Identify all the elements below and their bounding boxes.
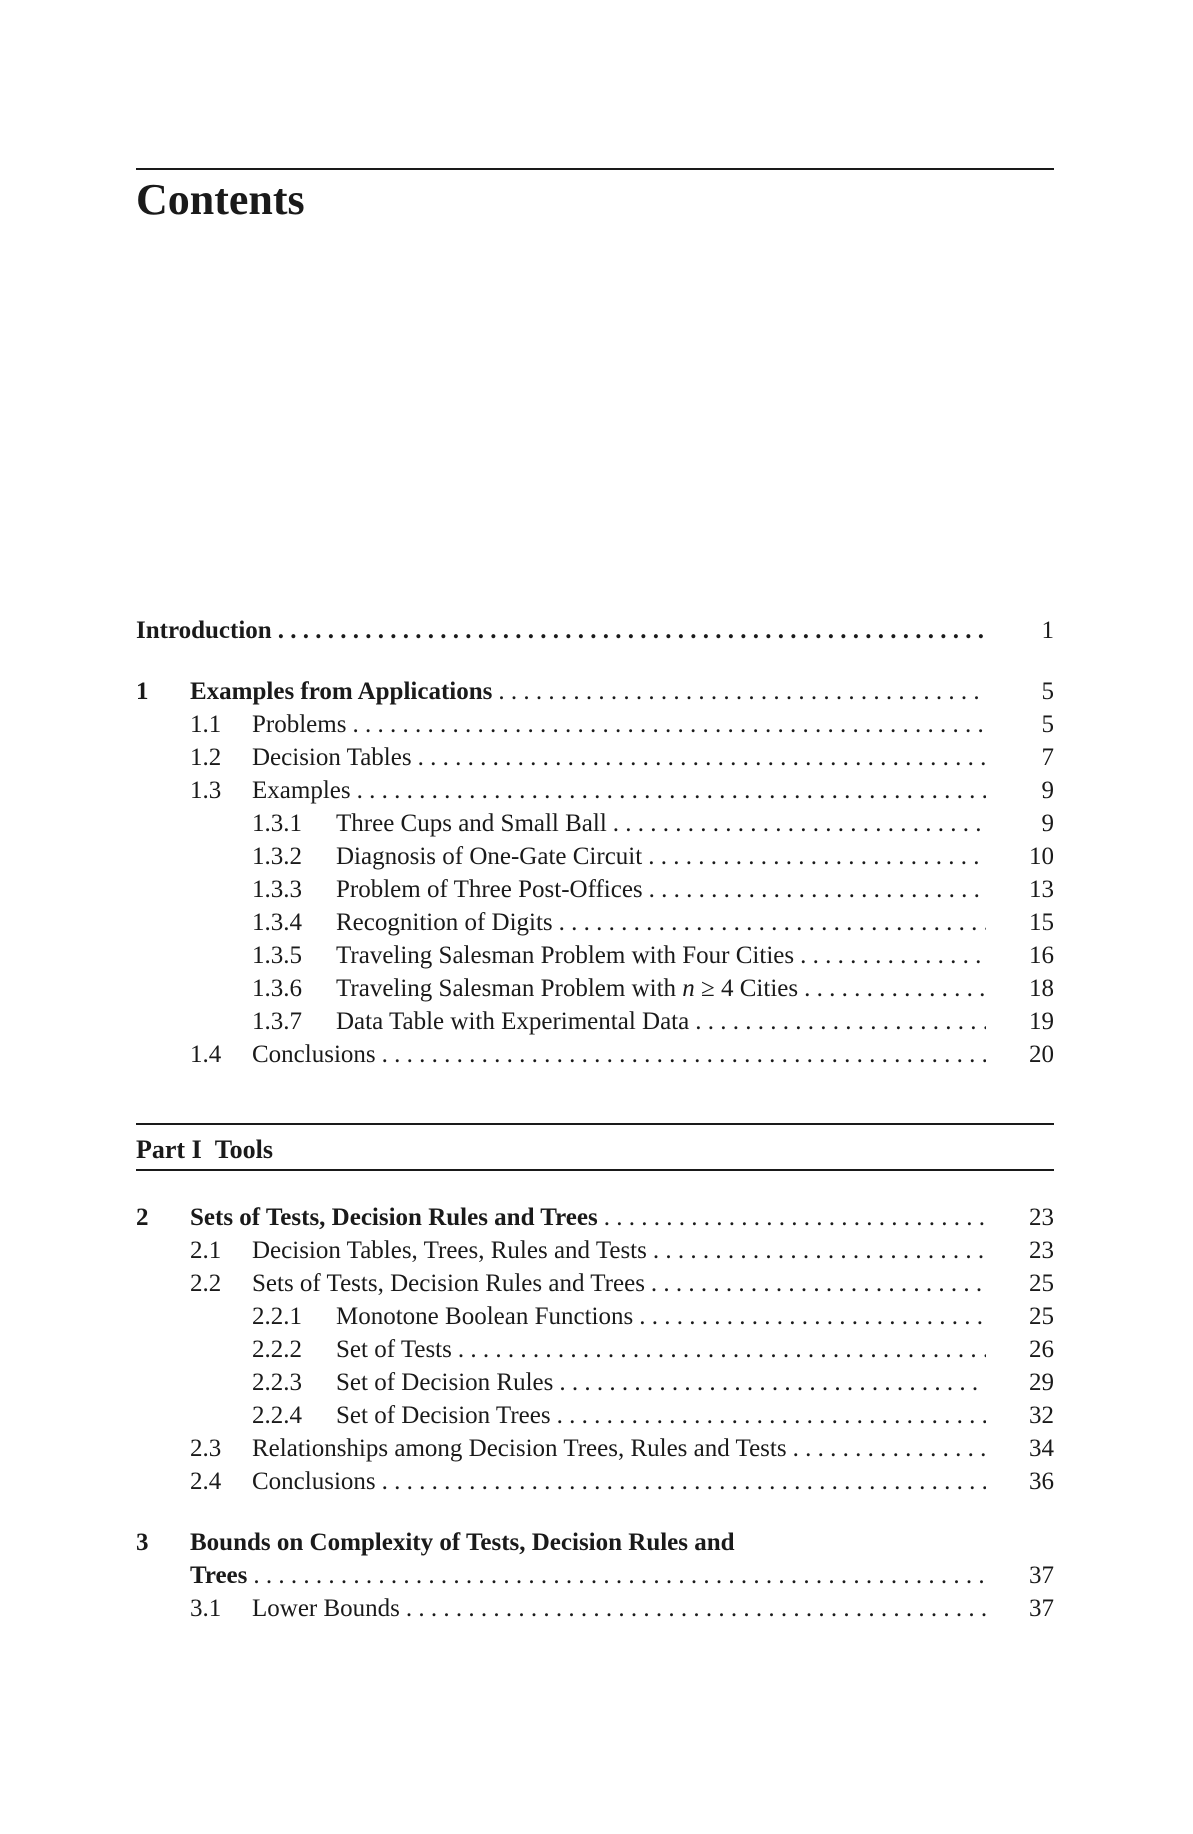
dot-leader — [633, 1300, 986, 1334]
entry-page: 15 — [1029, 909, 1054, 936]
entry-number: 2.2 — [190, 1270, 222, 1297]
toc-entry-1-3-7[interactable] — [136, 1005, 1054, 1039]
dot-leader — [607, 807, 986, 841]
entry-number: 2 — [136, 1204, 149, 1231]
entry-title: Problems — [252, 711, 347, 738]
dot-leader — [598, 1201, 986, 1235]
entry-number: 1.3.4 — [252, 909, 302, 936]
dot-leader — [689, 1005, 986, 1039]
entry-title: Conclusions — [252, 1041, 376, 1068]
entry-page: 37 — [1029, 1562, 1054, 1589]
entry-number: 1.4 — [190, 1041, 222, 1068]
dot-leader — [412, 741, 986, 775]
math-variable: n — [682, 975, 695, 1002]
entry-page: 18 — [1029, 975, 1054, 1002]
dot-leader — [794, 939, 986, 973]
dot-leader — [272, 614, 986, 648]
entry-page: 37 — [1029, 1595, 1054, 1622]
entry-page: 36 — [1029, 1468, 1054, 1495]
entry-title: Decision Tables — [252, 744, 412, 771]
toc-entry-1-3-5[interactable] — [136, 939, 1054, 973]
entry-number: 3.1 — [190, 1595, 222, 1622]
dot-leader — [645, 1267, 986, 1301]
entry-page: 25 — [1029, 1303, 1054, 1330]
entry-page: 5 — [1041, 678, 1054, 705]
entry-title: Monotone Boolean Functions — [336, 1303, 634, 1330]
entry-page: 16 — [1029, 942, 1054, 969]
entry-number: 2.2.4 — [252, 1402, 302, 1429]
toc-entry-3-1[interactable] — [136, 1592, 1054, 1626]
entry-title: Set of Decision Trees — [336, 1402, 551, 1429]
entry-title: Three Cups and Small Ball — [336, 810, 607, 837]
entry-number: 1.3.3 — [252, 876, 302, 903]
entry-title: Decision Tables, Trees, Rules and Tests — [252, 1237, 647, 1264]
entry-title: Set of Decision Rules — [336, 1369, 554, 1396]
entry-number: 2.1 — [190, 1237, 222, 1264]
dot-leader — [787, 1432, 986, 1466]
entry-page: 9 — [1041, 810, 1054, 837]
entry-title-continued: Trees — [190, 1562, 248, 1589]
entry-page: 7 — [1041, 744, 1054, 771]
toc-entry-chapter-2[interactable] — [136, 1201, 1054, 1235]
entry-number: 2.3 — [190, 1435, 222, 1462]
toc-entry-2-2-3[interactable] — [136, 1366, 1054, 1400]
entry-title: Bounds on Complexity of Tests, Decision Rules and — [190, 1529, 735, 1556]
entry-title: Introduction — [136, 617, 272, 644]
entry-title: Traveling Salesman Problem with Four Cities — [336, 942, 795, 969]
toc-entry-2-1[interactable] — [136, 1234, 1054, 1268]
part-label: Part I — [136, 1135, 202, 1164]
entry-title: Diagnosis of One-Gate Circuit — [336, 843, 643, 870]
entry-title: Examples — [252, 777, 351, 804]
part-bottom-rule — [136, 1169, 1054, 1171]
entry-title: Set of Tests — [336, 1336, 452, 1363]
toc-entry-chapter-3-line-2[interactable] — [136, 1559, 1054, 1593]
entry-title: Relationships among Decision Trees, Rules and Tests — [252, 1435, 787, 1462]
part-title: Tools — [214, 1135, 273, 1164]
entry-page: 29 — [1029, 1369, 1054, 1396]
entry-title: Sets of Tests, Decision Rules and Trees — [252, 1270, 645, 1297]
page-title: Contents — [136, 175, 305, 224]
dot-leader — [642, 840, 986, 874]
entry-page: 5 — [1041, 711, 1054, 738]
entry-page: 1 — [1041, 617, 1054, 644]
toc-entry-2-2-4[interactable] — [136, 1399, 1054, 1433]
entry-number: 1.1 — [190, 711, 222, 738]
entry-number: 1.3.1 — [252, 810, 302, 837]
entry-title-post: ≥ 4 Cities — [694, 975, 799, 1002]
toc-entry-2-2[interactable] — [136, 1267, 1054, 1301]
entry-number: 2.2.2 — [252, 1336, 302, 1363]
entry-title: Data Table with Experimental Data — [336, 1008, 690, 1035]
entry-number: 1.3.5 — [252, 942, 302, 969]
entry-page: 9 — [1041, 777, 1054, 804]
toc-entry-1-3-4[interactable] — [136, 906, 1054, 940]
entry-page: 23 — [1029, 1204, 1054, 1231]
dot-leader — [376, 1465, 986, 1499]
toc-entry-chapter-3-line-1[interactable] — [136, 1526, 1054, 1560]
dot-leader — [551, 1399, 986, 1433]
dot-leader — [643, 873, 986, 907]
dot-leader — [346, 708, 986, 742]
dot-leader — [452, 1333, 986, 1367]
toc-entry-2-2-2[interactable] — [136, 1333, 1054, 1367]
entry-page: 23 — [1029, 1237, 1054, 1264]
dot-leader — [376, 1038, 986, 1072]
toc-entry-1-3-3[interactable] — [136, 873, 1054, 907]
entry-page: 20 — [1029, 1041, 1054, 1068]
part-top-rule — [136, 1123, 1054, 1125]
entry-page: 13 — [1029, 876, 1054, 903]
entry-number: 3 — [136, 1529, 149, 1556]
toc-entry-2-3[interactable] — [136, 1432, 1054, 1466]
entry-number: 1.3.6 — [252, 975, 302, 1002]
dot-leader — [400, 1592, 986, 1626]
entry-number: 1.3.7 — [252, 1008, 302, 1035]
entry-number: 2.4 — [190, 1468, 222, 1495]
entry-title: Lower Bounds — [252, 1595, 400, 1622]
entry-number: 1.2 — [190, 744, 222, 771]
dot-leader — [553, 1366, 986, 1400]
toc-entry-introduction[interactable] — [136, 614, 1054, 648]
entry-title: Examples from Applications — [190, 678, 493, 705]
entry-page: 10 — [1029, 843, 1054, 870]
entry-page: 32 — [1029, 1402, 1054, 1429]
entry-title: Sets of Tests, Decision Rules and Trees — [190, 1204, 598, 1231]
toc-entry-chapter-1[interactable] — [136, 675, 1054, 709]
toc-entry-1-3-2[interactable] — [136, 840, 1054, 874]
entry-title — [336, 972, 798, 1006]
entry-page: 34 — [1029, 1435, 1054, 1462]
dot-leader — [247, 1559, 986, 1593]
dot-leader — [553, 906, 986, 940]
entry-number: 2.2.1 — [252, 1303, 302, 1330]
toc-entry-1-1[interactable] — [136, 708, 1054, 742]
entry-page: 19 — [1029, 1008, 1054, 1035]
toc-entry-1-3-1[interactable] — [136, 807, 1054, 841]
entry-page: 26 — [1029, 1336, 1054, 1363]
toc-entry-1-3[interactable] — [136, 774, 1054, 808]
toc-entry-1-3-6[interactable] — [136, 972, 1054, 1006]
toc-entry-2-4[interactable] — [136, 1465, 1054, 1499]
entry-title: Problem of Three Post-Offices — [336, 876, 643, 903]
entry-number: 1.3.2 — [252, 843, 302, 870]
dot-leader — [492, 675, 986, 709]
dot-leader — [798, 972, 986, 1006]
toc-entry-1-4[interactable] — [136, 1038, 1054, 1072]
entry-title: Recognition of Digits — [336, 909, 553, 936]
entry-title-pre: Traveling Salesman Problem with — [336, 975, 683, 1002]
entry-title: Conclusions — [252, 1468, 376, 1495]
entry-number: 2.2.3 — [252, 1369, 302, 1396]
dot-leader — [351, 774, 986, 808]
toc-entry-2-2-1[interactable] — [136, 1300, 1054, 1334]
toc-entry-1-2[interactable] — [136, 741, 1054, 775]
entry-number: 1.3 — [190, 777, 222, 804]
top-rule — [136, 168, 1054, 170]
part-heading[interactable] — [136, 1133, 273, 1167]
dot-leader — [647, 1234, 986, 1268]
toc-page — [136, 0, 1054, 1834]
entry-number: 1 — [136, 678, 149, 705]
entry-page: 25 — [1029, 1270, 1054, 1297]
